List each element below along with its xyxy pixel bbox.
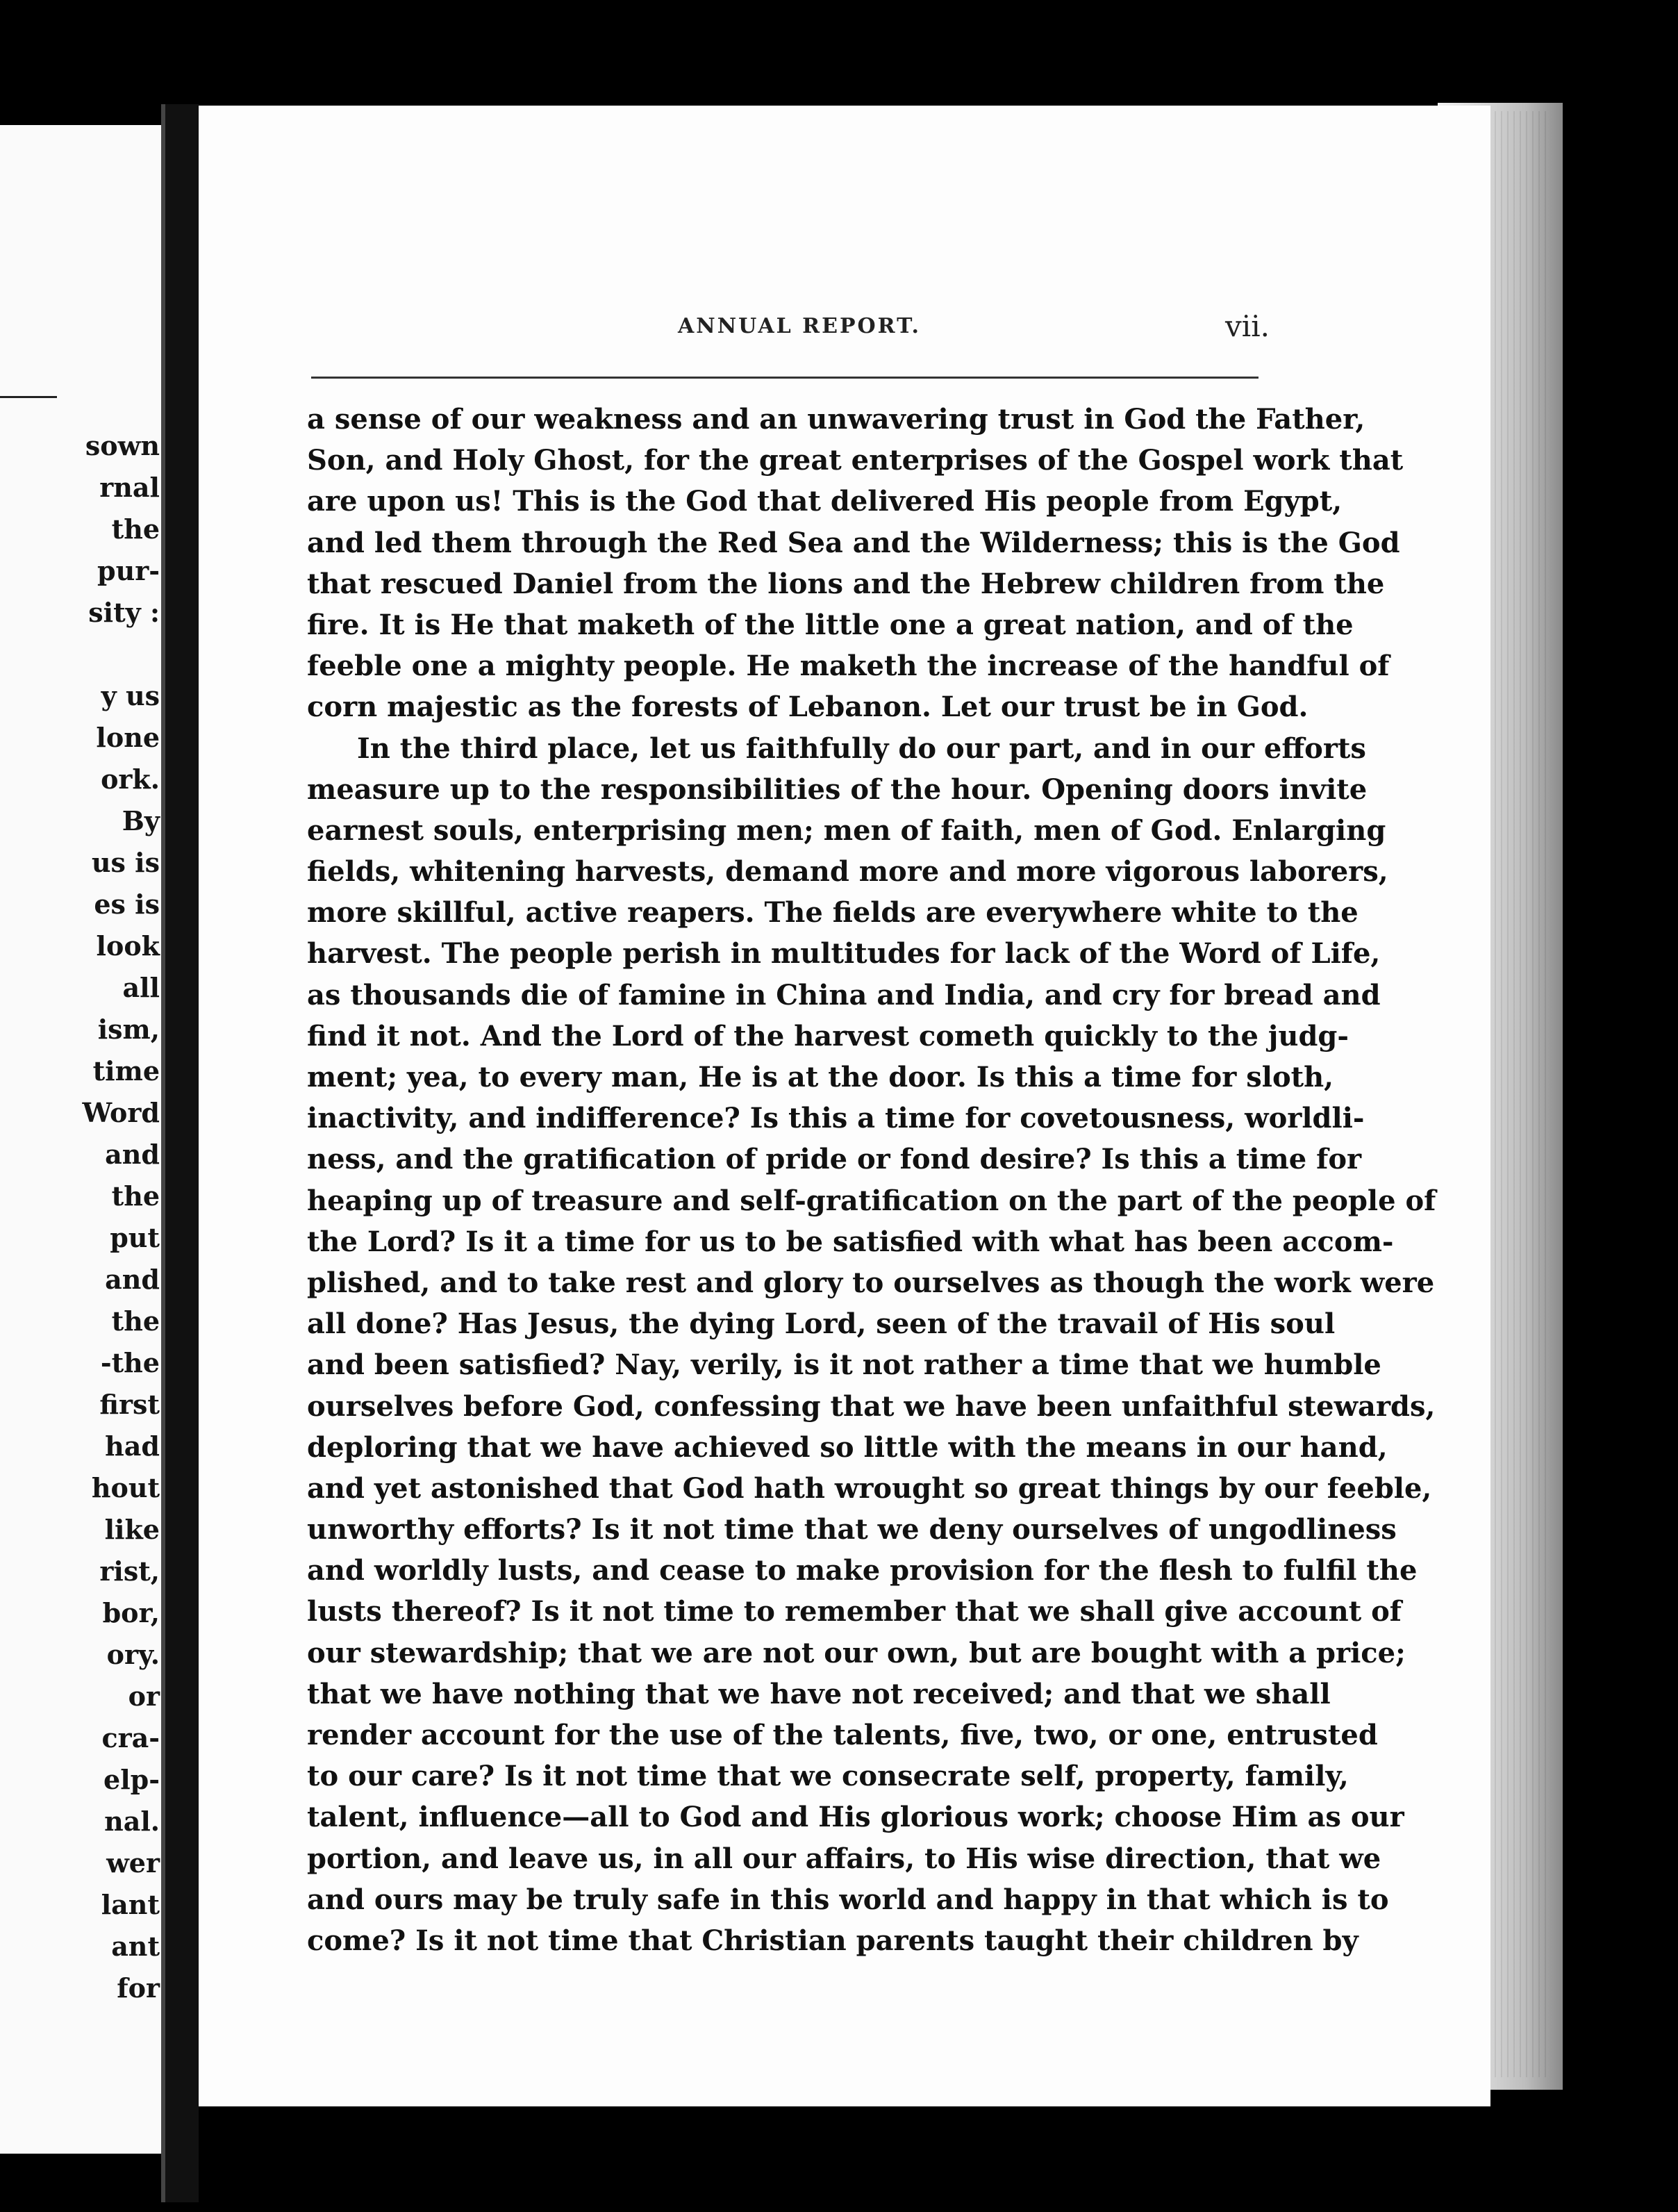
left-page-line: rnal [99, 472, 160, 503]
book-gutter [165, 104, 199, 2202]
left-page-line: pur- [97, 555, 160, 586]
text-line: fire. It is He that maketh of the little one a great nation, and of the [307, 608, 1354, 641]
left-page-line: us is [91, 847, 160, 878]
page-header [311, 306, 1270, 347]
text-line: render account for the use of the talents, five, two, or one, entrusted [307, 1719, 1378, 1751]
left-page-line: sity : [88, 597, 160, 628]
text-line: our stewardship; that we are not our own, but are bought with a price; [307, 1636, 1406, 1669]
text-line: measure up to the responsibilities of the hour. Opening doors invite [307, 773, 1368, 806]
left-page-line: ory. [106, 1639, 160, 1670]
text-line: inactivity, and indifference? Is this a time for covetousness, worldli- [307, 1102, 1365, 1135]
left-page-line: hout [91, 1472, 160, 1503]
paragraph [307, 728, 1436, 1962]
left-page-line: lant [101, 1889, 160, 1920]
page-number: vii. [1225, 309, 1270, 343]
left-page-line: put [110, 1222, 160, 1253]
left-page-line: es is [94, 889, 160, 920]
left-page-line: had [105, 1430, 160, 1462]
text-line: ourselves before God, confessing that we have been unfaithful stewards, [307, 1389, 1436, 1423]
text-line: to our care? Is it not time that we consecrate self, property, family, [307, 1760, 1349, 1793]
text-line: and led them through the Red Sea and the Wilderness; this is the God [307, 526, 1400, 559]
left-page-line: the [111, 1180, 160, 1212]
text-line: more skillful, active reapers. The fields are everywhere white to the [307, 896, 1359, 930]
text-line: portion, and leave us, in all our affairs, to His wise direction, that we [307, 1842, 1381, 1875]
text-line: that rescued Daniel from the lions and the Hebrew children from the [307, 567, 1385, 600]
left-page-line: ant [111, 1931, 160, 1962]
text-line: that we have nothing that we have not received; and that we shall [307, 1677, 1331, 1710]
left-page-line: and [105, 1139, 160, 1170]
text-line: fields, whitening harvests, demand more and more vigorous laborers, [307, 855, 1388, 889]
left-page-line: ork. [101, 764, 160, 795]
paragraph [307, 399, 1404, 728]
left-page-text [0, 425, 165, 2009]
left-page-line: wer [106, 1847, 160, 1879]
text-line: talent, influence—all to God and His glorious work; choose Him as our [307, 1801, 1404, 1834]
left-page-header-rule [0, 396, 57, 398]
text-line: lusts thereof? Is it not time to remember that we shall give account of [307, 1595, 1402, 1628]
left-page-line: rist, [99, 1555, 160, 1587]
text-line: ness, and the gratification of pride or fond desire? Is this a time for [307, 1143, 1362, 1176]
header-rule [311, 377, 1258, 379]
text-line: plished, and to take rest and glory to ourselves as though the work were [307, 1266, 1435, 1299]
text-line: and yet astonished that God hath wrought so great things by our feeble, [307, 1471, 1432, 1505]
left-page-line: Word [82, 1097, 160, 1128]
left-page-line: the [111, 1305, 160, 1337]
left-page-line: and [105, 1264, 160, 1295]
left-page-line: like [104, 1514, 160, 1545]
text-line: heaping up of treasure and self-gratification on the part of the people of [307, 1184, 1436, 1217]
text-line: corn majestic as the forests of Lebanon. Let our trust be in God. [307, 691, 1309, 724]
text-line: come? Is it not time that Christian parents taught their children by [307, 1924, 1359, 1957]
text-line: In the third place, let us faithfully do our part, and in our efforts [357, 732, 1366, 765]
left-page-line: for [117, 1972, 160, 2004]
left-page-line: or [128, 1681, 160, 1712]
text-line: a sense of our weakness and an unwavering trust in God the Father, [307, 403, 1365, 436]
left-page-line: bor, [102, 1597, 160, 1628]
left-page-line: first [99, 1389, 160, 1420]
left-page-line: sown [85, 430, 160, 461]
text-line: unworthy efforts? Is it not time that we deny ourselves of ungodliness [307, 1513, 1397, 1546]
text-line: Son, and Holy Ghost, for the great enterprises of the Gospel work that [307, 444, 1404, 477]
text-line: find it not. And the Lord of the harvest cometh quickly to the judg- [307, 1019, 1349, 1053]
text-line: are upon us! This is the God that delivered His people from Egypt, [307, 485, 1343, 518]
left-page-line [0, 634, 165, 675]
left-page-line: elp- [103, 1764, 160, 1795]
left-page-line: cra- [101, 1722, 160, 1753]
left-page-line: ism, [97, 1014, 160, 1045]
text-line: as thousands die of famine in China and India, and cry for bread and [307, 978, 1381, 1012]
left-page-line: -the [100, 1347, 160, 1378]
text-line: all done? Has Jesus, the dying Lord, seen of the travail of His soul [307, 1307, 1336, 1341]
text-line: the Lord? Is it a time for us to be satisfied with what has been accom- [307, 1225, 1394, 1258]
text-line: ment; yea, to every man, He is at the door. Is this a time for sloth, [307, 1061, 1334, 1093]
left-page-line: By [122, 805, 160, 836]
left-page-line: time [92, 1055, 160, 1087]
left-page-line: all [122, 972, 160, 1003]
text-line: and worldly lusts, and cease to make provision for the flesh to fulfil the [307, 1554, 1418, 1587]
body-text [307, 399, 1436, 1961]
running-title: ANNUAL REPORT. [678, 314, 921, 338]
left-page-line: the [111, 513, 160, 545]
left-page-line: y us [101, 680, 160, 711]
text-line: and ours may be truly safe in this world and happy in that which is to [307, 1883, 1389, 1916]
left-page-line: nal. [104, 1806, 160, 1837]
text-line: harvest. The people perish in multitudes for lack of the Word of Life, [307, 937, 1381, 971]
left-page-line: look [96, 930, 160, 961]
text-line: and been satisfied? Nay, verily, is it not rather a time that we humble [307, 1348, 1381, 1382]
left-page-line: lone [96, 722, 160, 753]
text-line: feeble one a mighty people. He maketh the increase of the handful of [307, 650, 1390, 683]
text-line: deploring that we have achieved so little with the means in our hand, [307, 1430, 1388, 1464]
text-line: earnest souls, enterprising men; men of faith, men of God. Enlarging [307, 814, 1386, 847]
left-page-fragment [0, 125, 165, 2154]
